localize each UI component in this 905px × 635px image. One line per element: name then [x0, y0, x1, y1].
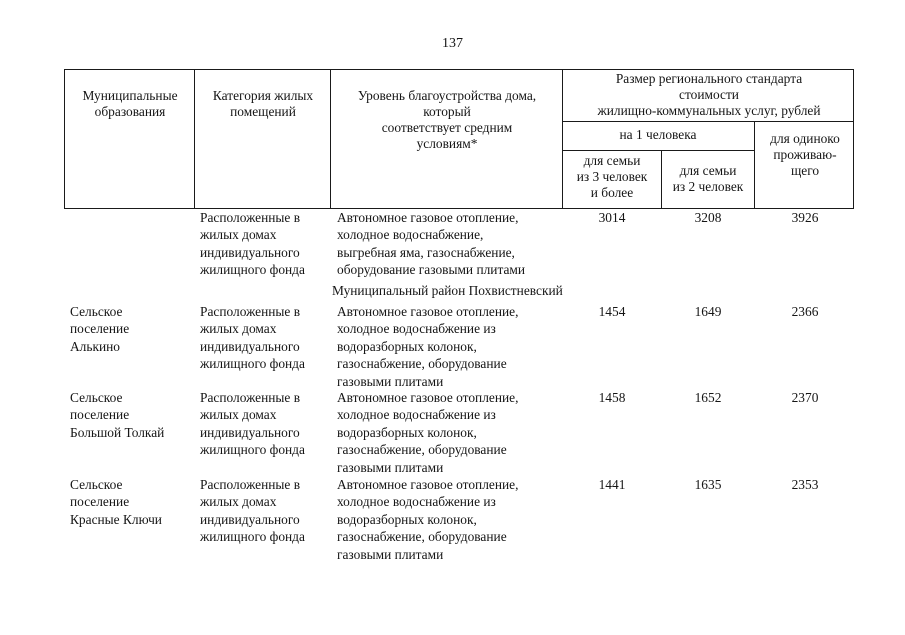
row-single: 2366 [791, 304, 819, 319]
header-category: Категория жилых помещений [212, 88, 314, 119]
text-line: газовыми плитами [337, 459, 444, 475]
text-line: для семьи [679, 163, 737, 178]
text-line: жилых домах [200, 494, 277, 510]
text-line: поселение [70, 321, 130, 337]
header-municipal: Муниципальные образования [82, 88, 178, 119]
text-line: холодное водоснабжение из [337, 407, 496, 423]
text-line: Расположенные в [200, 210, 301, 225]
text-line: для одиноко [770, 131, 840, 146]
row-category [200, 389, 305, 459]
text-line: Уровень благоустройства дома, [357, 88, 537, 103]
text-line: Автономное газовое отопление, [337, 477, 519, 492]
header-per-person: на 1 человека [619, 127, 697, 142]
text-line: индивидуального [200, 424, 300, 440]
text-line: Автономное газовое отопление, [337, 210, 519, 225]
text-line: стоимости [679, 87, 739, 102]
text-line: и более [590, 185, 634, 200]
header-level [336, 88, 558, 152]
row-level [337, 476, 518, 563]
text-line: жилищного фонда [200, 356, 305, 372]
text-line: Расположенные в [200, 304, 301, 319]
text-line: газоснабжение, оборудование [337, 529, 507, 545]
text-line: условиям* [416, 136, 478, 151]
text-line: холодное водоснабжение, [337, 227, 484, 243]
row-family2: 1649 [694, 304, 722, 319]
text-line: жилых домах [200, 407, 277, 423]
text-line: Сельское [70, 390, 123, 405]
header-family3 [564, 153, 660, 201]
text-line: Алькино [70, 338, 120, 354]
row-municipal [70, 389, 164, 441]
text-line: газовыми плитами [337, 546, 444, 562]
text-line: Автономное газовое отопление, [337, 304, 519, 319]
text-line: проживаю- [773, 147, 837, 162]
row-single: 3926 [791, 210, 819, 225]
text-line: жилищно-коммунальных услуг, рублей [597, 103, 821, 118]
table-header [64, 69, 854, 209]
text-line: Расположенные в [200, 390, 301, 405]
text-line: соответствует средним [381, 120, 513, 135]
row-category [200, 303, 305, 373]
text-line: поселение [70, 407, 130, 423]
row-single: 2370 [791, 390, 819, 405]
header-border-top [64, 69, 854, 70]
row-category [200, 209, 305, 279]
row-family3: 1458 [598, 390, 626, 405]
text-line: индивидуального [200, 244, 300, 260]
text-line: Сельское [70, 304, 123, 319]
header-divider-2 [330, 69, 331, 209]
text-line: жилищного фонда [200, 529, 305, 545]
header-subline-2 [562, 150, 754, 151]
row-category [200, 476, 305, 546]
header-divider-3 [562, 69, 563, 209]
header-border-left [64, 69, 65, 209]
header-family2 [662, 163, 754, 195]
text-line: жилых домах [200, 321, 277, 337]
text-line: из 3 человек [576, 169, 648, 184]
text-line: который [423, 104, 471, 119]
text-line: жилых домах [200, 227, 277, 243]
text-line: водоразборных колонок, [337, 511, 477, 527]
text-line: Красные Ключи [70, 511, 162, 527]
text-line: индивидуального [200, 511, 300, 527]
text-line: из 2 человек [672, 179, 744, 194]
row-family3: 1454 [598, 304, 626, 319]
text-line: холодное водоснабжение из [337, 321, 496, 337]
row-municipal [70, 303, 129, 355]
text-line: щего [790, 163, 820, 178]
row-level [337, 389, 518, 476]
text-line: жилищного фонда [200, 442, 305, 458]
text-line: индивидуального [200, 338, 300, 354]
text-line: газоснабжение, оборудование [337, 442, 507, 458]
district-label: Муниципальный район Похвистневский [332, 283, 563, 298]
text-line: газовыми плитами [337, 373, 444, 389]
row-family3: 3014 [598, 210, 626, 225]
text-line: водоразборных колонок, [337, 424, 477, 440]
row-family2: 3208 [694, 210, 722, 225]
text-line: Размер регионального стандарта [615, 71, 803, 86]
header-single [756, 131, 854, 179]
text-line: жилищного фонда [200, 262, 305, 278]
text-line: Расположенные в [200, 477, 301, 492]
row-family3: 1441 [598, 477, 626, 492]
text-line: для семьи [583, 153, 641, 168]
row-family2: 1635 [694, 477, 722, 492]
text-line: Сельское [70, 477, 123, 492]
row-level [337, 209, 525, 279]
row-single: 2353 [791, 477, 819, 492]
row-family2: 1652 [694, 390, 722, 405]
text-line: выгребная яма, газоснабжение, [337, 244, 515, 260]
text-line: холодное водоснабжение из [337, 494, 496, 510]
text-line: поселение [70, 494, 130, 510]
text-line: Большой Толкай [70, 424, 165, 440]
page-number: 137 [442, 36, 463, 51]
header-divider-5 [754, 121, 755, 209]
header-size [564, 71, 854, 119]
header-divider-1 [194, 69, 195, 209]
text-line: газоснабжение, оборудование [337, 356, 507, 372]
row-level [337, 303, 518, 390]
row-municipal [70, 476, 162, 528]
text-line: оборудование газовыми плитами [337, 262, 526, 278]
header-subline-1 [562, 121, 854, 122]
text-line: водоразборных колонок, [337, 338, 477, 354]
text-line: Автономное газовое отопление, [337, 390, 519, 405]
